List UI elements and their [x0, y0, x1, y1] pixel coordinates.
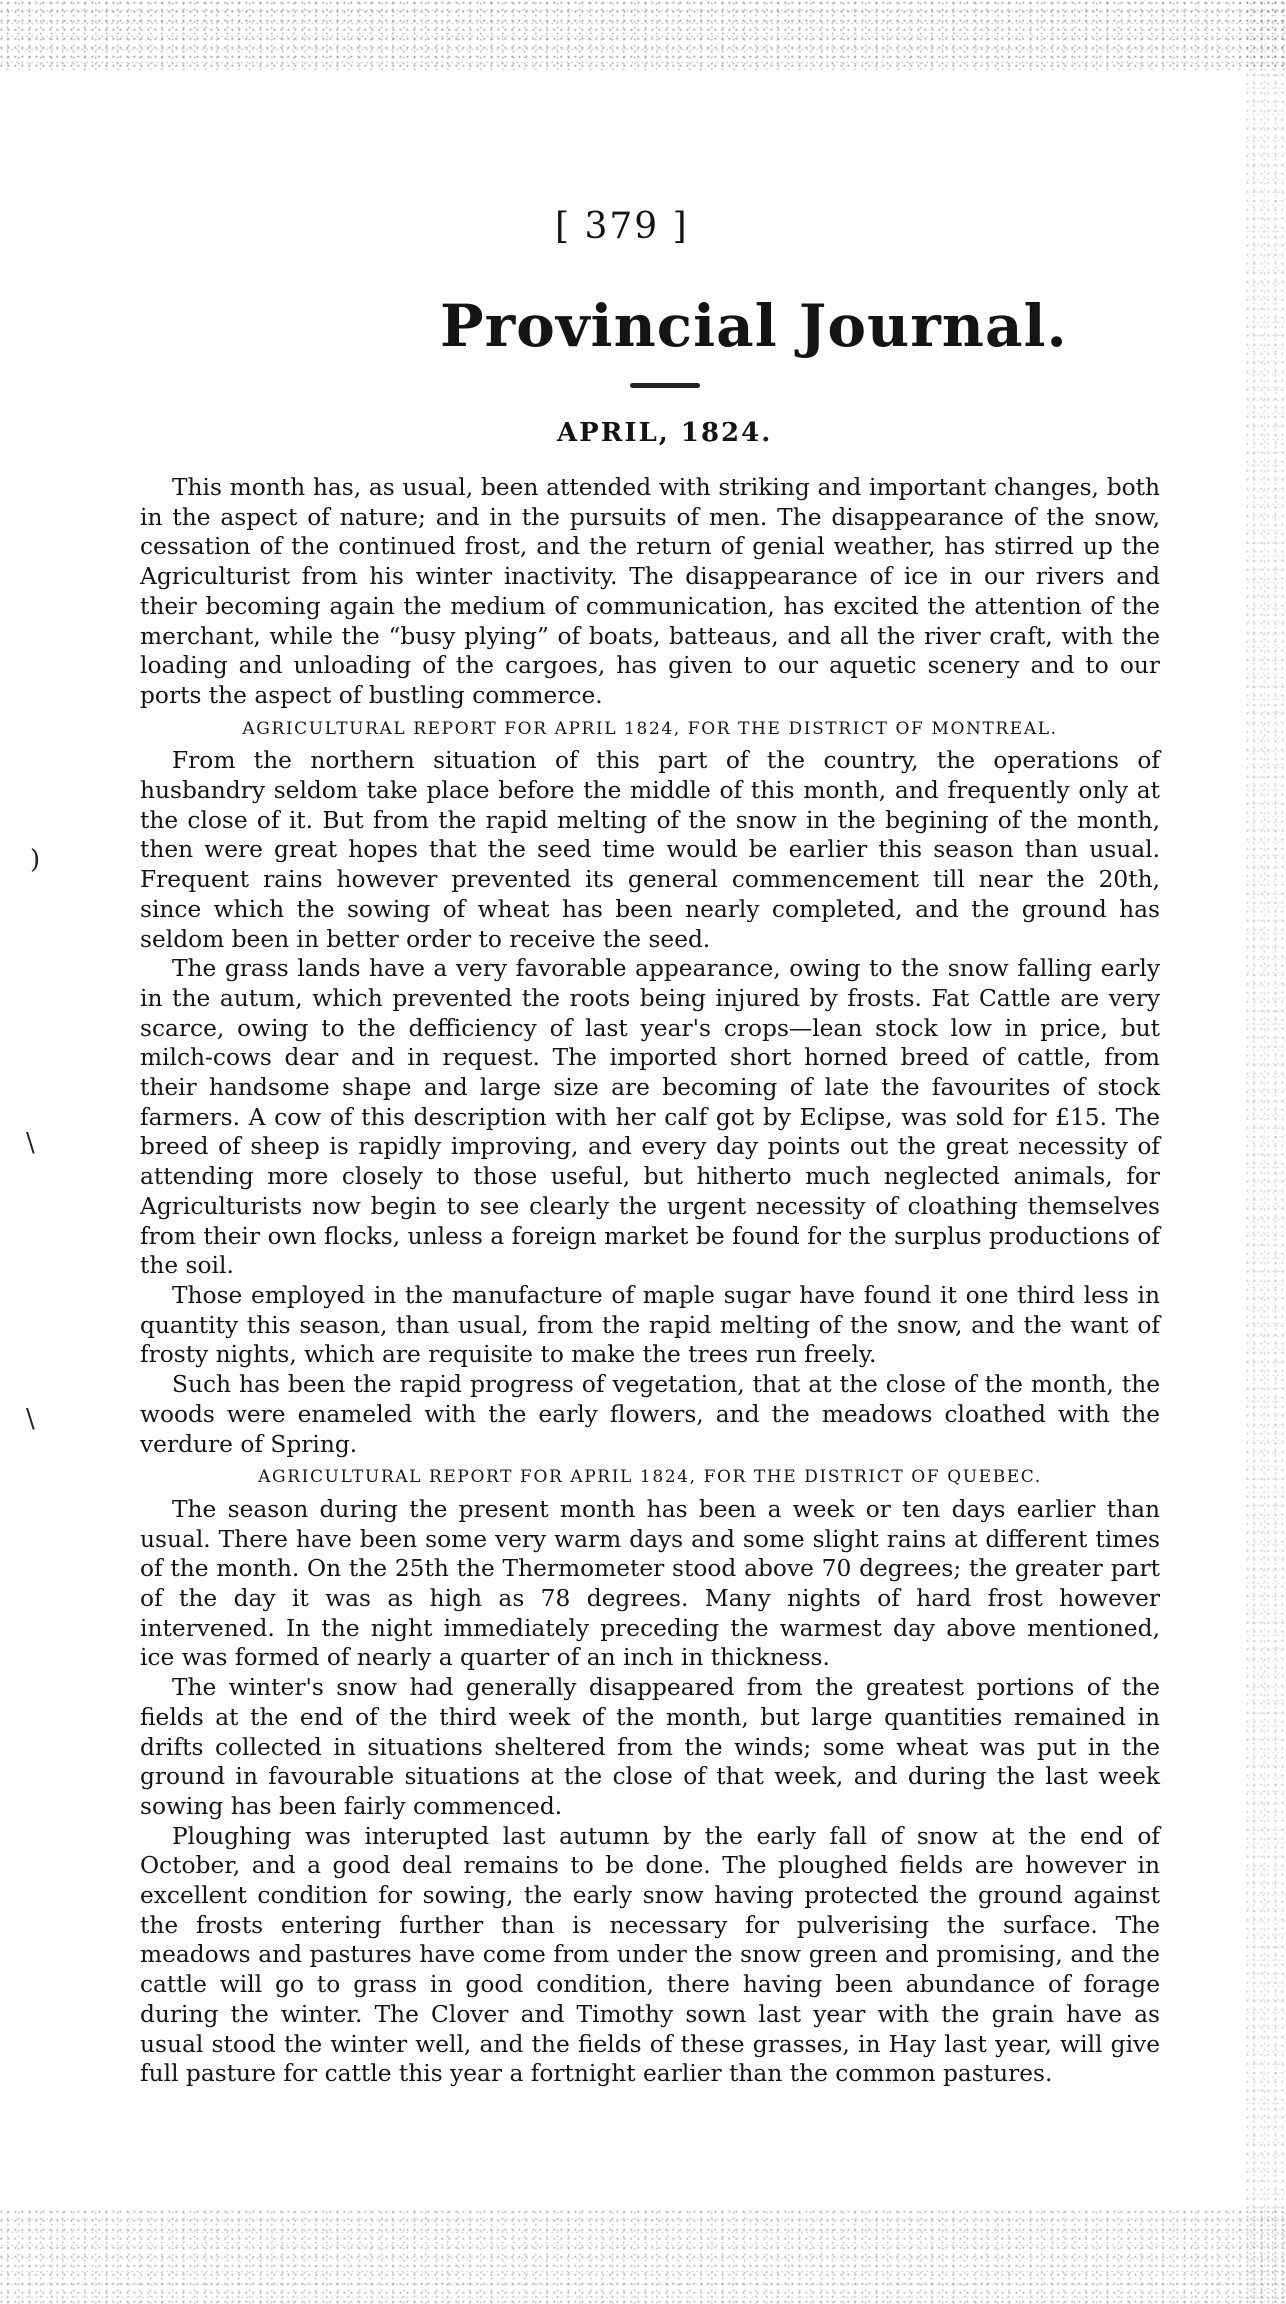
paragraph: Such has been the rapid progress of vegetation, that at the close of the month, the woods were enameled with the early flowers, and the meadows cloathed with the verdure of Spring.: [140, 1371, 1160, 1458]
margin-mark: \: [26, 1404, 35, 1434]
journal-title: Provincial Journal.: [440, 292, 1068, 360]
date-heading: APRIL, 1824.: [557, 418, 773, 448]
section-heading-quebec: AGRICULTURAL REPORT FOR APRIL 1824, FOR THE DISTRICT OF QUEBEC.: [258, 1467, 1042, 1488]
paragraph: The winter's snow had generally disappeared from the greatest portions of the fields at the end of the third week of the month, but large quantities remained in drifts collected in situations sheltered from the winds; some wheat was put in the ground in favourable situations at the close of that week, and during the last week sowing has been fairly commenced.: [140, 1674, 1160, 1820]
title-ornament-rule: [630, 383, 700, 388]
right-edge-noise: [1246, 0, 1286, 2304]
margin-mark: ): [30, 845, 41, 875]
article-body: [140, 473, 1160, 2089]
page-number: [ 379 ]: [555, 206, 689, 247]
section-heading-montreal: AGRICULTURAL REPORT FOR APRIL 1824, FOR THE DISTRICT OF MONTREAL.: [242, 718, 1058, 739]
paragraph: Ploughing was interupted last autumn by the early fall of snow at the end of October, and a good deal remains to be done. The ploughed fields are however in excellent condition for sowing, the early snow having protected the ground against the frosts entering further than is necessary for pulverising the surface. The meadows and pastures have come from under the snow green and promising, and the cattle will go to grass in good condition, there having been abundance of forage during the winter. The Clover and Timothy sown last year with the grain have as usual stood the winter well, and the fields of these grasses, in Hay last year, will give full pasture for cattle this year a fortnight earlier than the common pastures.: [140, 1822, 1160, 2088]
bottom-print-noise: [0, 2209, 1286, 2304]
paragraph: The season during the present month has been a week or ten days earlier than usual. There have been some very warm days and some slight rains at different times of the month. On the 25th the Thermometer stood above 70 degrees; the greater part of the day it was as high as 78 degrees. Many nights of hard frost however intervened. In the night immediately preceding the warmest day above mentioned, ice was formed of nearly a quarter of an inch in thickness.: [140, 1495, 1160, 1672]
intro-paragraph: This month has, as usual, been attended with striking and important changes, both in the aspect of nature; and in the pursuits of men. The disappearance of the snow, cessation of the continued frost, and the return of genial weather, has stirred up the Agriculturist from his winter inactivity. The disappearance of ice in our rivers and their becoming again the medium of communication, has excited the attention of the merchant, while the “busy plying” of boats, batteaus, and all the river craft, with the loading and unloading of the cargoes, has given to our aquetic scenery and to our ports the aspect of bustling commerce.: [140, 474, 1160, 709]
margin-mark: \: [26, 1128, 35, 1158]
paragraph: Those employed in the manufacture of maple sugar have found it one third less in quantity this season, than usual, from the rapid melting of the snow, and the want of frosty nights, which are requisite to make the trees run freely.: [140, 1281, 1160, 1369]
paragraph: From the northern situation of this part of the country, the operations of husbandry seldom take place before the middle of this month, and frequently only at the close of it. But from the rapid melting of the snow in the begining of the month, then were great hopes that the seed time would be earlier this season than usual. Frequent rains however prevented its general commencement till near the 20th, since which the sowing of wheat has been nearly completed, and the ground has seldom been in better order to receive the seed.: [140, 747, 1160, 953]
paragraph: The grass lands have a very favorable appearance, owing to the snow falling early in the autum, which prevented the roots being injured by frosts. Fat Cattle are very scarce, owing to the defficiency of last year's crops—lean stock low in price, but milch-cows dear and in request. The imported short horned breed of cattle, from their handsome shape and large size are becoming of late the favourites of stock farmers. A cow of this description with her calf got by Eclipse, was sold for £15. The breed of sheep is rapidly improving, and every day points out the great necessity of attending more closely to those useful, but hitherto much neglected animals, for Agriculturists now begin to see clearly the urgent necessity of cloathing themselves from their own flocks, unless a foreign market be found for the surplus productions of the soil.: [140, 955, 1160, 1280]
top-print-noise: [0, 0, 1286, 70]
